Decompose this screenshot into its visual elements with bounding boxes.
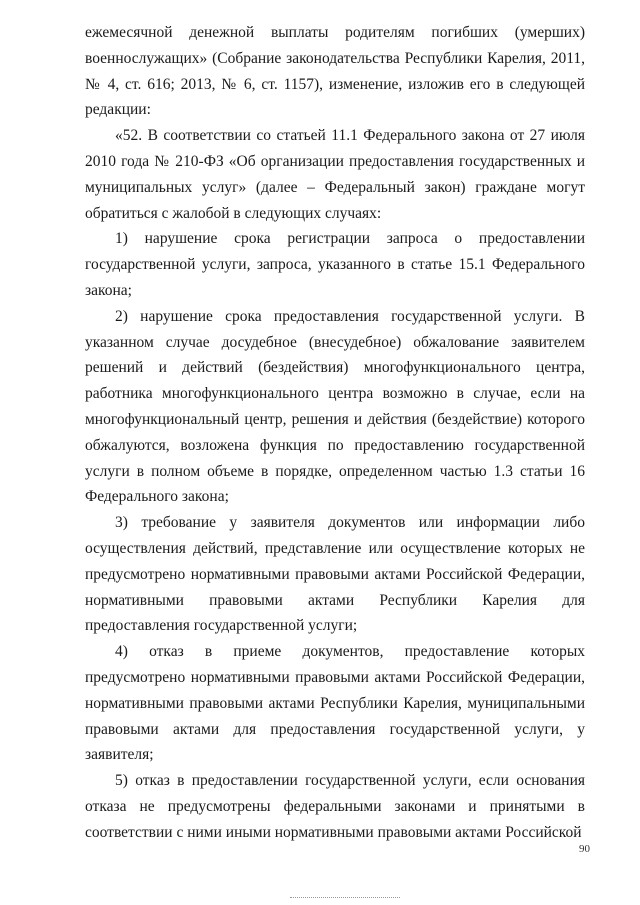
page-number: 90 xyxy=(579,843,590,855)
paragraph-subitem-1: 1) нарушение срока регистрации запроса о предоставлении государственной услуги, запроса, указанного в статье 15.1 Федерального закона; xyxy=(85,230,585,299)
document-body xyxy=(85,20,585,846)
paragraph-item-52: «52. В соответствии со статьей 11.1 Федерального закона от 27 июля 2010 года № 210-ФЗ «Об организации предоставления государственных и муниципальных услуг» (далее – Федеральный закон) граждане могут обратиться с жалобой в следующих случаях: xyxy=(85,127,585,222)
paragraph-subitem-3: 3) требование у заявителя документов или информации либо осуществления действий, представление или осуществление которых не предусмотрено нормативными правовыми актами Российской Федерации, нормативными правовыми актами Республики Карелия для предоставления государственной услуги; xyxy=(85,514,585,635)
paragraph-subitem-5: 5) отказ в предоставлении государственной услуги, если основания отказа не предусмотрены федеральными законами и принятыми в соответствии с ними иными нормативными правовыми актами Российской xyxy=(85,772,585,841)
paragraph-subitem-2: 2) нарушение срока предоставления государственной услуги. В указанном случае досудебное (внесудебное) обжалование заявителем решений и действий (бездействия) многофункционального центра, работника многофункционального центра возможно в случае, если на многофункциональный центр, решения и действия (бездействие) которого обжалуются, возложена функция по предоставлению государственной услуги в полном объеме в порядке, определенном частью 1.3 статьи 16 Федерального закона; xyxy=(85,307,585,506)
scan-edge-mark xyxy=(290,897,400,899)
paragraph-subitem-4: 4) отказ в приеме документов, предоставление которых предусмотрено нормативными правовыми актами Российской Федерации, нормативными правовыми актами Республики Карелия, муниципальными правовыми актами для предоставления государственной услуги, у заявителя; xyxy=(85,643,585,764)
paragraph-continuation: ежемесячной денежной выплаты родителям погибших (умерших) военнослужащих» (Собрание законодательства Республики Карелия, 2011, № 4, ст. 616; 2013, № 6, ст. 1157), изменение, изложив его в следующей редакции: xyxy=(85,24,585,119)
